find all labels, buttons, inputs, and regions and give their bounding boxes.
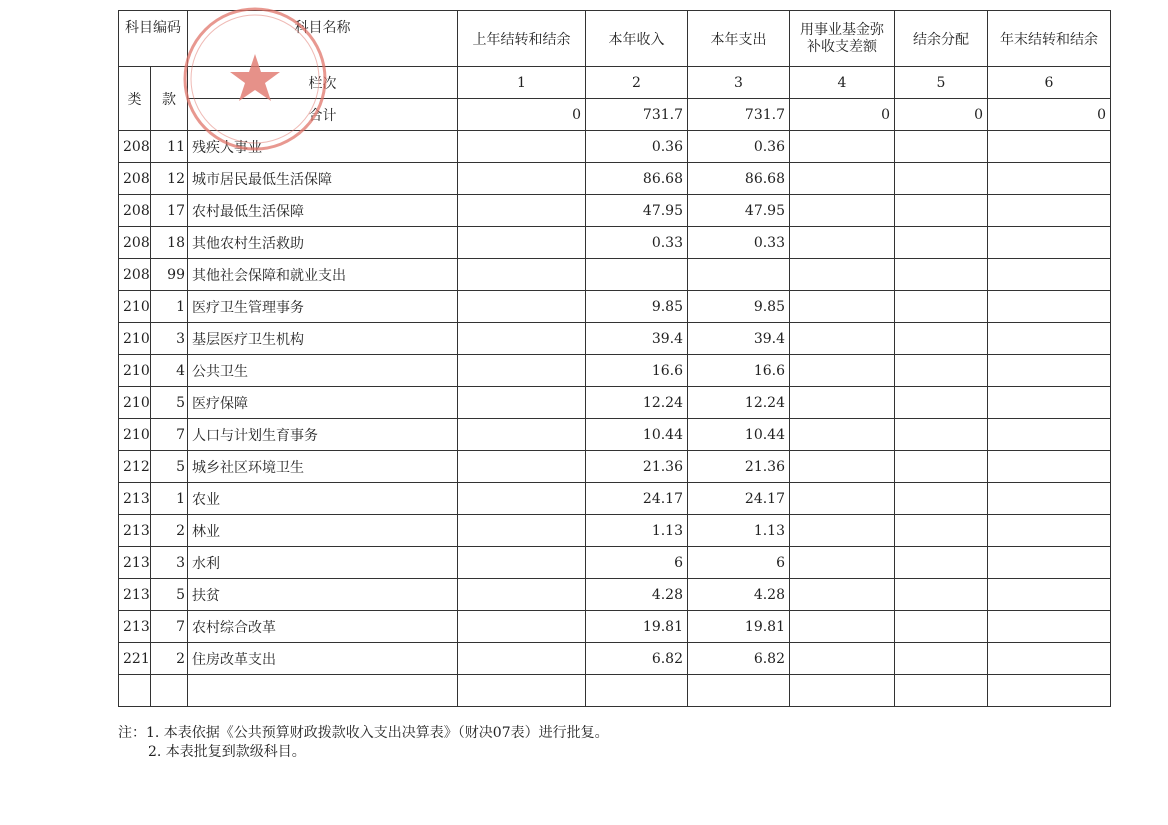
- surplus-allocation-cell: [895, 291, 988, 323]
- col-index-6: 6: [988, 67, 1111, 99]
- col-header-5: 结余分配: [895, 11, 988, 67]
- year-end-balance-cell: [988, 195, 1111, 227]
- subject-name: 住房改革支出: [188, 643, 458, 675]
- income-cell: 19.81: [586, 611, 688, 643]
- table-row: [119, 291, 1111, 323]
- class-code: 213: [119, 579, 151, 611]
- table-row: [119, 323, 1111, 355]
- item-code: 2: [151, 643, 188, 675]
- income-cell: 1.13: [586, 515, 688, 547]
- expense-cell: 16.6: [688, 355, 790, 387]
- subject-name: 农村综合改革: [188, 611, 458, 643]
- income-cell: 39.4: [586, 323, 688, 355]
- item-code: 1: [151, 291, 188, 323]
- fund-offset-cell: [790, 547, 895, 579]
- fund-offset-cell: [790, 515, 895, 547]
- prior-balance-cell: [458, 547, 586, 579]
- prior-balance-cell: [458, 483, 586, 515]
- table-row: [119, 355, 1111, 387]
- class-code: 208: [119, 227, 151, 259]
- prior-balance-cell: [458, 227, 586, 259]
- item-code: 5: [151, 451, 188, 483]
- code-header: 科目编码: [119, 11, 188, 67]
- income-cell: 86.68: [586, 163, 688, 195]
- col-index-3: 3: [688, 67, 790, 99]
- table-row-empty: [119, 675, 1111, 707]
- prior-balance-cell: [458, 451, 586, 483]
- table-row: [119, 195, 1111, 227]
- prior-balance-cell: [458, 259, 586, 291]
- surplus-allocation-cell: [895, 131, 988, 163]
- footnotes: [118, 724, 609, 762]
- surplus-allocation-cell: [895, 323, 988, 355]
- expense-cell: 6.82: [688, 643, 790, 675]
- subject-name: 农村最低生活保障: [188, 195, 458, 227]
- column-index-label: 栏次: [188, 67, 458, 99]
- expense-cell: 4.28: [688, 579, 790, 611]
- surplus-allocation-cell: [895, 419, 988, 451]
- subject-name: 其他农村生活救助: [188, 227, 458, 259]
- expense-cell: 9.85: [688, 291, 790, 323]
- prior-balance-cell: [458, 323, 586, 355]
- class-code: 210: [119, 355, 151, 387]
- income-cell: 16.6: [586, 355, 688, 387]
- fund-offset-cell: [790, 323, 895, 355]
- expense-cell: 39.4: [688, 323, 790, 355]
- class-code: 208: [119, 131, 151, 163]
- subject-name: 医疗卫生管理事务: [188, 291, 458, 323]
- prior-balance-cell: [458, 163, 586, 195]
- item-code: 18: [151, 227, 188, 259]
- income-cell: 10.44: [586, 419, 688, 451]
- fund-offset-cell: [790, 291, 895, 323]
- surplus-allocation-cell: [895, 355, 988, 387]
- year-end-balance-cell: [988, 387, 1111, 419]
- table-row: [119, 483, 1111, 515]
- item-code: 11: [151, 131, 188, 163]
- header-row-titles: [119, 11, 1111, 67]
- table-row: [119, 451, 1111, 483]
- fund-offset-cell: [790, 227, 895, 259]
- expense-cell: 1.13: [688, 515, 790, 547]
- year-end-balance-cell: [988, 483, 1111, 515]
- subject-name: 医疗保障: [188, 387, 458, 419]
- fund-offset-cell: [790, 355, 895, 387]
- expense-cell: 12.24: [688, 387, 790, 419]
- total-label: 合计: [188, 99, 458, 131]
- total-row: [119, 99, 1111, 131]
- item-code: 12: [151, 163, 188, 195]
- table-body: [119, 131, 1111, 675]
- col-header-4: 用事业基金弥补收支差额: [790, 11, 895, 67]
- expense-cell: 21.36: [688, 451, 790, 483]
- expense-cell: 0.33: [688, 227, 790, 259]
- fund-offset-cell: [790, 387, 895, 419]
- subject-name: 城乡社区环境卫生: [188, 451, 458, 483]
- subject-name: 公共卫生: [188, 355, 458, 387]
- income-cell: 9.85: [586, 291, 688, 323]
- year-end-balance-cell: [988, 323, 1111, 355]
- prior-balance-cell: [458, 419, 586, 451]
- table-row: [119, 259, 1111, 291]
- year-end-balance-cell: [988, 355, 1111, 387]
- total-col-6: 0: [988, 99, 1111, 131]
- fund-offset-cell: [790, 419, 895, 451]
- class-code: 210: [119, 419, 151, 451]
- item-code: 1: [151, 483, 188, 515]
- subject-name: 残疾人事业: [188, 131, 458, 163]
- prior-balance-cell: [458, 131, 586, 163]
- prior-balance-cell: [458, 579, 586, 611]
- surplus-allocation-cell: [895, 547, 988, 579]
- col-header-2: 本年收入: [586, 11, 688, 67]
- class-header: 类: [119, 67, 151, 131]
- table-row: [119, 227, 1111, 259]
- surplus-allocation-cell: [895, 515, 988, 547]
- income-cell: 0.36: [586, 131, 688, 163]
- fund-offset-cell: [790, 259, 895, 291]
- fund-offset-cell: [790, 579, 895, 611]
- year-end-balance-cell: [988, 419, 1111, 451]
- name-header: 科目名称: [188, 11, 458, 67]
- expense-cell: 86.68: [688, 163, 790, 195]
- surplus-allocation-cell: [895, 195, 988, 227]
- col-header-1: 上年结转和结余: [458, 11, 586, 67]
- income-cell: 4.28: [586, 579, 688, 611]
- year-end-balance-cell: [988, 291, 1111, 323]
- item-code: 3: [151, 323, 188, 355]
- income-cell: 6: [586, 547, 688, 579]
- class-code: 210: [119, 291, 151, 323]
- total-col-3: 731.7: [688, 99, 790, 131]
- prior-balance-cell: [458, 195, 586, 227]
- surplus-allocation-cell: [895, 259, 988, 291]
- col-header-6: 年末结转和结余: [988, 11, 1111, 67]
- prior-balance-cell: [458, 643, 586, 675]
- class-code: 208: [119, 163, 151, 195]
- class-code: 210: [119, 387, 151, 419]
- year-end-balance-cell: [988, 451, 1111, 483]
- prior-balance-cell: [458, 355, 586, 387]
- income-cell: [586, 259, 688, 291]
- class-code: 208: [119, 195, 151, 227]
- total-col-1: 0: [458, 99, 586, 131]
- table-row: [119, 387, 1111, 419]
- class-code: 213: [119, 515, 151, 547]
- subject-name: 城市居民最低生活保障: [188, 163, 458, 195]
- fund-offset-cell: [790, 483, 895, 515]
- subject-name: 扶贫: [188, 579, 458, 611]
- surplus-allocation-cell: [895, 451, 988, 483]
- surplus-allocation-cell: [895, 483, 988, 515]
- item-code: 7: [151, 419, 188, 451]
- year-end-balance-cell: [988, 259, 1111, 291]
- table-row: [119, 163, 1111, 195]
- expense-cell: 47.95: [688, 195, 790, 227]
- expense-cell: 6: [688, 547, 790, 579]
- table-row: [119, 547, 1111, 579]
- surplus-allocation-cell: [895, 579, 988, 611]
- year-end-balance-cell: [988, 227, 1111, 259]
- fund-offset-cell: [790, 451, 895, 483]
- year-end-balance-cell: [988, 163, 1111, 195]
- table-row: [119, 611, 1111, 643]
- year-end-balance-cell: [988, 611, 1111, 643]
- col-index-1: 1: [458, 67, 586, 99]
- expense-cell: 24.17: [688, 483, 790, 515]
- note-line-1: 注：1. 本表依据《公共预算财政拨款收入支出决算表》（财决07表）进行批复。: [118, 725, 609, 741]
- item-code: 7: [151, 611, 188, 643]
- year-end-balance-cell: [988, 131, 1111, 163]
- subject-name: 农业: [188, 483, 458, 515]
- col-index-2: 2: [586, 67, 688, 99]
- item-code: 17: [151, 195, 188, 227]
- subject-name: 基层医疗卫生机构: [188, 323, 458, 355]
- surplus-allocation-cell: [895, 643, 988, 675]
- surplus-allocation-cell: [895, 163, 988, 195]
- budget-table: [118, 10, 1111, 707]
- header-row-index: [119, 67, 1111, 99]
- year-end-balance-cell: [988, 643, 1111, 675]
- total-col-5: 0: [895, 99, 988, 131]
- item-code: 99: [151, 259, 188, 291]
- table-row: [119, 579, 1111, 611]
- class-code: 213: [119, 547, 151, 579]
- col-index-4: 4: [790, 67, 895, 99]
- expense-cell: 19.81: [688, 611, 790, 643]
- fund-offset-cell: [790, 163, 895, 195]
- fund-offset-cell: [790, 131, 895, 163]
- item-header: 款: [151, 67, 188, 131]
- prior-balance-cell: [458, 611, 586, 643]
- year-end-balance-cell: [988, 579, 1111, 611]
- income-cell: 0.33: [586, 227, 688, 259]
- total-col-2: 731.7: [586, 99, 688, 131]
- income-cell: 24.17: [586, 483, 688, 515]
- table-row: [119, 515, 1111, 547]
- table-row: [119, 131, 1111, 163]
- prior-balance-cell: [458, 515, 586, 547]
- class-code: 221: [119, 643, 151, 675]
- item-code: 4: [151, 355, 188, 387]
- income-cell: 6.82: [586, 643, 688, 675]
- income-cell: 12.24: [586, 387, 688, 419]
- prior-balance-cell: [458, 387, 586, 419]
- class-code: 212: [119, 451, 151, 483]
- class-code: 210: [119, 323, 151, 355]
- col-header-3: 本年支出: [688, 11, 790, 67]
- total-col-4: 0: [790, 99, 895, 131]
- class-code: 208: [119, 259, 151, 291]
- item-code: 3: [151, 547, 188, 579]
- class-code: 213: [119, 611, 151, 643]
- item-code: 2: [151, 515, 188, 547]
- fund-offset-cell: [790, 611, 895, 643]
- item-code: 5: [151, 579, 188, 611]
- fund-offset-cell: [790, 195, 895, 227]
- expense-cell: 10.44: [688, 419, 790, 451]
- class-code: 213: [119, 483, 151, 515]
- income-cell: 47.95: [586, 195, 688, 227]
- income-cell: 21.36: [586, 451, 688, 483]
- col-index-5: 5: [895, 67, 988, 99]
- year-end-balance-cell: [988, 547, 1111, 579]
- expense-cell: [688, 259, 790, 291]
- surplus-allocation-cell: [895, 227, 988, 259]
- note-line-2: 2. 本表批复到款级科目。: [148, 744, 306, 760]
- surplus-allocation-cell: [895, 611, 988, 643]
- subject-name: 水利: [188, 547, 458, 579]
- expense-cell: 0.36: [688, 131, 790, 163]
- surplus-allocation-cell: [895, 387, 988, 419]
- table-row: [119, 419, 1111, 451]
- year-end-balance-cell: [988, 515, 1111, 547]
- subject-name: 其他社会保障和就业支出: [188, 259, 458, 291]
- prior-balance-cell: [458, 291, 586, 323]
- subject-name: 林业: [188, 515, 458, 547]
- table-row: [119, 643, 1111, 675]
- subject-name: 人口与计划生育事务: [188, 419, 458, 451]
- item-code: 5: [151, 387, 188, 419]
- fund-offset-cell: [790, 643, 895, 675]
